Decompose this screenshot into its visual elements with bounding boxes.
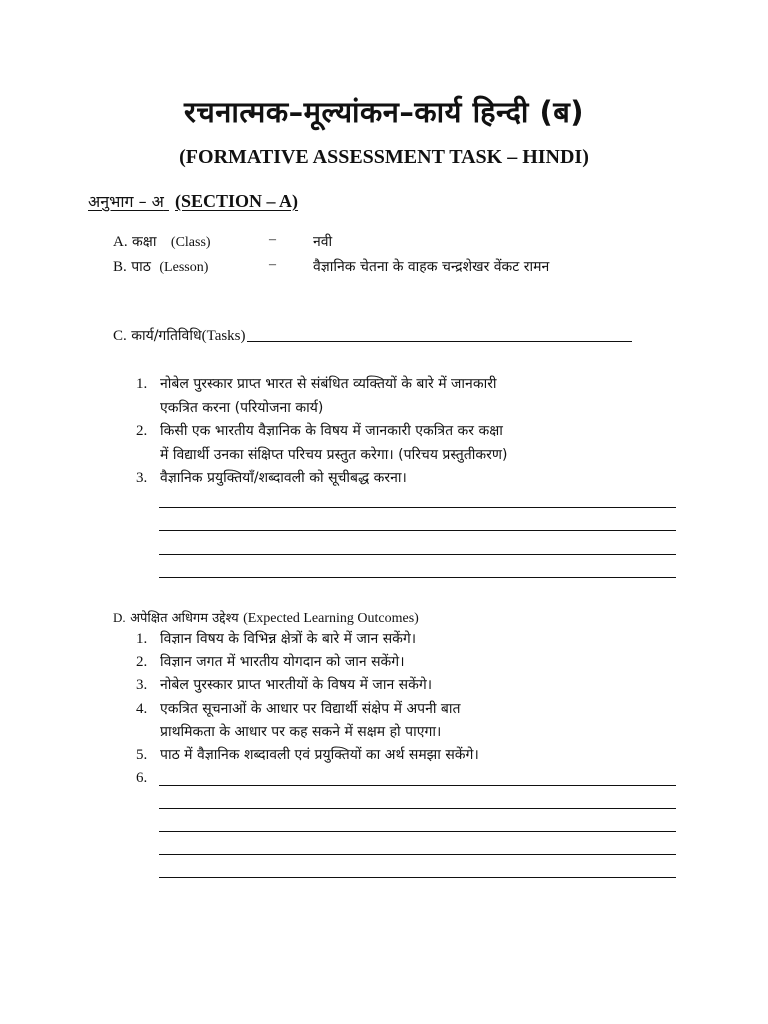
task-number: 1. <box>136 376 148 392</box>
outcome-text-line: पाठ में वैज्ञानिक शब्दावली एवं प्रयुक्तियों का अर्थ समझा सकेंगे। <box>160 747 479 764</box>
task-item <box>136 420 681 467</box>
outcomes-marker: D. <box>113 610 126 625</box>
outcome-number: 1. <box>136 631 148 647</box>
outcome-blank-spacer <box>160 767 681 790</box>
tasks-marker: C. <box>113 328 127 344</box>
lesson-label-english: (Lesson) <box>159 260 209 275</box>
lesson-marker: B. <box>113 259 127 275</box>
answer-blank-line[interactable] <box>159 577 676 578</box>
task-text-line: किसी एक भारतीय वैज्ञानिक के विषय में जानकारी एकत्रित कर कक्षा <box>160 423 503 439</box>
outcome-text-line: प्राथमिकता के आधार पर कह सकने में सक्षम हो पाएगा। <box>160 723 442 740</box>
tasks-heading <box>113 326 632 345</box>
class-label-english: (Class) <box>170 235 211 250</box>
section-heading <box>88 190 298 212</box>
outcome-number: 4. <box>136 700 148 717</box>
section-hindi: अनुभाग – अ <box>88 192 164 211</box>
answer-blank-line[interactable] <box>159 877 676 878</box>
outcomes-label-english: (Expected Learning Outcomes) <box>243 611 419 626</box>
class-value: नवी <box>313 234 333 250</box>
task-item <box>136 467 681 491</box>
outcomes-list <box>136 628 681 790</box>
outcomes-heading <box>113 608 419 627</box>
hindi-title: रचनात्मक–मूल्यांकन–कार्य हिन्दी (ब) <box>183 95 585 129</box>
task-text-line: में विद्यार्थी उनका संक्षिप्त परिचय प्रस्तुत करेगा। (परिचय प्रस्तुतीकरण) <box>160 446 508 463</box>
outcome-item <box>136 698 681 744</box>
task-text-line: वैज्ञानिक प्रयुक्तियाँ/शब्दावली को सूचीबद्ध करना। <box>160 470 407 486</box>
outcome-item <box>136 628 681 651</box>
answer-blank-line[interactable] <box>159 785 676 786</box>
outcome-text-line: नोबेल पुरस्कार प्राप्त भारतीयों के विषय में जान सकेंगे। <box>160 677 433 694</box>
outcome-item <box>136 767 681 790</box>
english-title: (FORMATIVE ASSESSMENT TASK – HINDI) <box>179 146 589 168</box>
answer-blank-line[interactable] <box>159 808 676 809</box>
lesson-dash: – <box>269 257 276 272</box>
task-item <box>136 373 681 420</box>
answer-blank-line[interactable] <box>159 554 676 555</box>
lesson-value: वैज्ञानिक चेतना के वाहक चन्द्रशेखर वेंकट रामन <box>313 259 550 275</box>
answer-blank-line[interactable] <box>159 854 676 855</box>
outcome-item <box>136 744 681 767</box>
task-text-line: एकत्रित करना (परियोजना कार्य) <box>160 399 324 416</box>
outcome-item <box>136 651 681 674</box>
lesson-row <box>113 257 673 276</box>
outcome-item <box>136 674 681 697</box>
class-dash: – <box>269 232 276 247</box>
tasks-label-english: (Tasks) <box>201 328 246 344</box>
tasks-label-hindi: कार्य/गतिविधि <box>131 328 202 344</box>
lesson-label-hindi: पाठ <box>131 259 151 275</box>
class-marker: A. <box>113 234 128 250</box>
outcome-text-line: एकत्रित सूचनाओं के आधार पर विद्यार्थी संक्षेप में अपनी बात <box>160 700 461 717</box>
task-number: 2. <box>136 423 148 439</box>
task-number: 3. <box>136 470 148 486</box>
outcome-number: 3. <box>136 677 148 694</box>
outcome-number: 6. <box>136 770 148 787</box>
tasks-list <box>136 373 681 491</box>
answer-blank-line[interactable] <box>159 530 676 531</box>
outcomes-label-hindi: अपेक्षित अधिगम उद्देश्य <box>130 611 239 626</box>
tasks-blank-line <box>247 341 632 342</box>
outcome-text-line: विज्ञान जगत में भारतीय योगदान को जान सकेंगे। <box>160 654 405 671</box>
class-row <box>113 232 673 251</box>
outcome-text-line: विज्ञान विषय के विभिन्न क्षेत्रों के बारे में जान सकेंगे। <box>160 631 417 647</box>
class-label-hindi: कक्षा <box>132 234 157 250</box>
section-english: (SECTION – A) <box>175 191 299 211</box>
outcome-number: 2. <box>136 654 148 671</box>
answer-blank-line[interactable] <box>159 831 676 832</box>
answer-blank-line[interactable] <box>159 507 676 508</box>
task-text-line: नोबेल पुरस्कार प्राप्त भारत से संबंधित व्यक्तियों के बारे में जानकारी <box>160 376 497 392</box>
outcome-number: 5. <box>136 747 148 764</box>
